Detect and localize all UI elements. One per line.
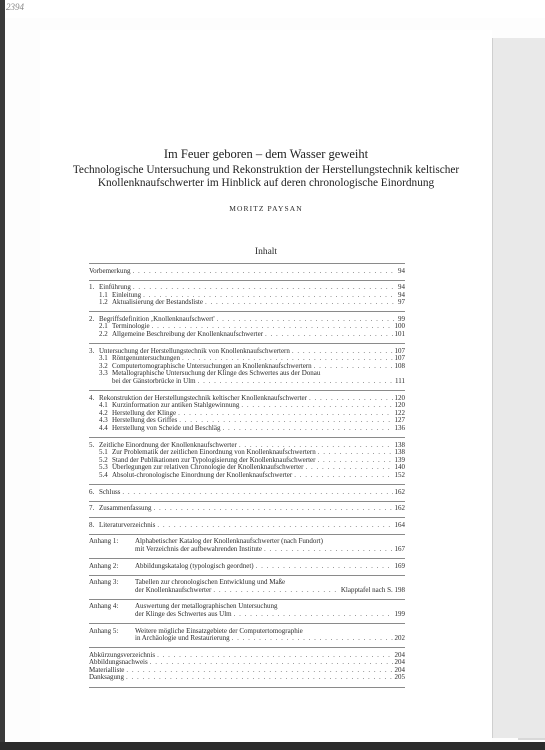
leader-dots <box>205 299 396 307</box>
toc-subsection-number: 2.2 <box>99 330 108 339</box>
toc-page-number: 204 <box>394 650 405 659</box>
toc-page-number: 120 <box>394 401 405 410</box>
toc-entry-label: Zeitliche Einordnung der Knollenknaufschwerter <box>99 440 237 449</box>
toc-entry <box>89 505 405 513</box>
leader-dots <box>217 316 396 324</box>
toc-entry-label: Abkürzungsverzeichnis <box>89 650 156 659</box>
leader-dots <box>122 489 392 497</box>
toc-page-number: 202 <box>394 634 405 643</box>
toc-entry-label: Alphabetischer Katalog der Knollenknaufschwerter (nach Fundort) <box>135 537 323 546</box>
leader-dots <box>234 611 393 619</box>
toc-entry-label: Tabellen zur chronologischen Entwicklung und Maße <box>135 578 286 587</box>
toc-entry <box>89 522 405 530</box>
toc-entry-label: Rekonstruktion der Herstellungstechnik keltischer Knollenknaufschwerter <box>99 393 307 402</box>
toc-page-number: 167 <box>394 544 405 553</box>
leader-dots <box>150 659 393 667</box>
toc-entry-label: Begriffsdefinition ‚Knollenknaufschwert' <box>99 314 215 323</box>
toc-entry-label: Absolut-chronologische Einordnung der Knollenknaufschwerter <box>112 470 293 479</box>
toc-page-number: 107 <box>394 346 405 355</box>
toc-page-number: Klapptafel nach S. 198 <box>340 585 405 594</box>
leader-dots <box>265 331 392 339</box>
toc-subsection-number: 4.1 <box>99 401 108 410</box>
toc-subsection-number: 4.3 <box>99 416 108 425</box>
toc-group-8 <box>89 518 405 535</box>
toc-page-number: 99 <box>398 314 405 323</box>
toc-entry-label: Herstellung der Klinge <box>112 408 177 417</box>
toc-page-number: 94 <box>398 290 405 299</box>
table-of-contents <box>89 263 405 688</box>
toc-entry-continuation <box>89 587 405 595</box>
toc-group-anhang-5 <box>89 624 405 648</box>
toc-subsection-number: 5.2 <box>99 455 108 464</box>
author-name: MORITZ PAYSAN <box>229 204 303 213</box>
toc-group-vorbemerkung <box>89 263 405 281</box>
toc-page-number: 120 <box>394 393 405 402</box>
toc-section-number: 4. <box>89 393 95 402</box>
toc-page-number: 94 <box>398 283 405 292</box>
toc-entry-label: Literaturverzeichnis <box>99 520 156 529</box>
toc-appendix-number: Anhang 2: <box>89 561 119 570</box>
toc-entry-label: in Archäologie und Restaurierung <box>135 634 230 643</box>
toc-entry <box>89 667 405 675</box>
leader-dots <box>198 378 393 386</box>
toc-subentry <box>89 425 405 433</box>
toc-page-number: 140 <box>394 463 405 472</box>
toc-entry-continuation <box>89 611 405 619</box>
toc-entry-label: der Knollenknaufschwerter <box>135 585 212 594</box>
scan-bottom-edge <box>0 742 545 750</box>
toc-entry-label: Computertomographische Untersuchungen an Knollenknaufschwertern <box>112 361 312 370</box>
toc-group-7 <box>89 502 405 519</box>
toc-entry <box>89 268 405 276</box>
toc-entry-continuation <box>89 635 405 643</box>
toc-entry-label: Zur Problematik der zeitlichen Einordnung von Knollenknaufschwertern <box>112 448 316 457</box>
toc-entry-label: Metallographische Untersuchung der Klinge des Schwertes aus der Donau <box>112 369 321 378</box>
toc-group-6 <box>89 485 405 502</box>
toc-section-number: 6. <box>89 487 95 496</box>
toc-entry-label: Abbildungsnachweis <box>89 658 148 667</box>
toc-entry-label: Allgemeine Beschreibung der Knollenknaufschwerter <box>112 330 264 339</box>
scan-right-edge <box>492 38 545 738</box>
article-subtitle: Technologische Untersuchung und Rekonstruktion der Herstellungstechnik keltischer Knollenknaufschwerter im Hinblick auf deren chronologische Einordnung <box>72 164 460 189</box>
leader-dots <box>314 363 393 371</box>
toc-entry-label: Kurzinformation zur antiken Stahlgewinnung <box>112 401 240 410</box>
leader-dots <box>222 425 392 433</box>
toc-entry-label: Terminologie <box>112 322 150 331</box>
toc-section-number: 7. <box>89 504 95 513</box>
toc-page-number: 199 <box>394 609 405 618</box>
toc-page-number: 139 <box>394 455 405 464</box>
scan-left-edge <box>0 0 5 750</box>
toc-group-2 <box>89 312 405 344</box>
toc-entry <box>89 674 405 682</box>
toc-group-end-matter <box>89 648 405 687</box>
toc-subsection-number: 4.4 <box>99 424 108 432</box>
toc-entry <box>89 563 405 571</box>
toc-page-number: 127 <box>394 416 405 425</box>
toc-group-4 <box>89 391 405 438</box>
toc-subsection-number: 5.1 <box>99 448 108 457</box>
toc-subentry <box>89 472 405 480</box>
article-title: Im Feuer geboren – dem Wasser geweiht <box>163 147 369 161</box>
scan-top-margin <box>0 0 545 18</box>
leader-dots <box>157 522 392 530</box>
leader-dots <box>292 348 393 356</box>
toc-page-number: 138 <box>394 448 405 457</box>
toc-subsection-number: 1.1 <box>99 290 108 299</box>
toc-appendix-number: Anhang 5: <box>89 626 119 635</box>
toc-page-number: 169 <box>394 561 405 570</box>
toc-subsection-number: 3.1 <box>99 354 108 363</box>
toc-section-number: 3. <box>89 346 95 355</box>
toc-entry-label: Zusammenfassung <box>99 504 152 513</box>
leader-dots <box>132 268 396 276</box>
leader-dots <box>264 546 393 554</box>
toc-group-3 <box>89 344 405 391</box>
toc-page-number: 100 <box>394 322 405 331</box>
toc-entry-label: Vorbemerkung <box>89 266 131 275</box>
toc-subsection-number: 3.2 <box>99 361 108 370</box>
leader-dots <box>256 563 393 571</box>
leader-dots <box>157 652 392 660</box>
leader-dots <box>133 284 396 292</box>
toc-subentry <box>89 299 405 307</box>
toc-entry <box>89 659 405 667</box>
toc-page-number: 204 <box>394 665 405 674</box>
toc-subsection-number: 1.2 <box>99 298 108 307</box>
toc-section-number: 2. <box>89 314 95 323</box>
toc-entry-label: Schluss <box>99 487 121 496</box>
toc-entry-label: Herstellung des Griffes <box>112 416 178 425</box>
toc-section-number: 8. <box>89 520 95 529</box>
toc-subsection-number: 5.4 <box>99 470 108 479</box>
toc-page-number: 204 <box>394 658 405 667</box>
toc-group-anhang-1 <box>89 535 405 559</box>
toc-subentry-continuation <box>89 378 405 386</box>
toc-entry-label: bei der Gänstorbrücke in Ulm <box>112 377 196 386</box>
leader-dots <box>305 464 392 472</box>
toc-page-number: 164 <box>394 520 405 529</box>
toc-subsection-number: 5.3 <box>99 463 108 472</box>
toc-group-anhang-3 <box>89 576 405 600</box>
leader-dots <box>232 635 393 643</box>
toc-entry-continuation <box>89 546 405 554</box>
toc-entry-label: Überlegungen zur relativen Chronologie der Knollenknaufschwerter <box>112 463 304 472</box>
toc-page-number: 138 <box>394 440 405 449</box>
toc-page-number: 122 <box>394 408 405 417</box>
leader-dots <box>294 472 392 480</box>
toc-entry-label: Untersuchung der Herstellungstechnik von Knollenknaufschwertern <box>99 346 290 355</box>
toc-appendix-number: Anhang 3: <box>89 578 119 587</box>
toc-entry-label: Weitere mögliche Einsatzgebiete der Computertomographie <box>135 626 303 635</box>
leader-dots <box>126 674 393 682</box>
toc-entry-label: Einleitung <box>112 290 142 299</box>
toc-subsection-number: 4.2 <box>99 408 108 417</box>
leader-dots <box>241 402 392 410</box>
toc-entry-label: Materialliste <box>89 665 125 674</box>
leader-dots <box>318 457 393 465</box>
toc-entry-label: Herstellung von Scheide und Beschläg <box>112 424 221 432</box>
toc-page-number: 152 <box>394 470 405 479</box>
toc-entry-label: Röntgenuntersuchungen <box>112 354 181 363</box>
toc-entry-label: der Klinge des Schwertes aus Ulm <box>135 609 232 618</box>
toc-heading: Inhalt <box>254 247 278 257</box>
toc-entry-label: Stand der Publikationen zur Typologisierung der Knollenknaufschwerter <box>112 455 316 464</box>
toc-entry-label: Danksagung <box>89 673 124 682</box>
toc-page-number: 111 <box>395 377 405 386</box>
toc-subentry <box>89 331 405 339</box>
toc-entry-label: mit Verzeichnis der aufbewahrenden Institute <box>135 544 262 553</box>
toc-entry-label: Einführung <box>99 283 131 292</box>
toc-page-number: 97 <box>398 298 405 307</box>
toc-entry-label: Auswertung der metallographischen Untersuchung <box>135 602 278 611</box>
toc-page-number: 136 <box>394 424 405 432</box>
leader-dots <box>213 587 338 595</box>
toc-entry <box>89 489 405 497</box>
toc-group-1 <box>89 281 405 313</box>
toc-page-number: 162 <box>394 504 405 513</box>
leader-dots <box>178 410 392 418</box>
toc-entry-label: Abbildungskatalog (typologisch geordnet) <box>135 561 254 570</box>
leader-dots <box>154 505 393 513</box>
leader-dots <box>126 667 392 675</box>
toc-appendix-number: Anhang 1: <box>89 537 119 546</box>
toc-subsection-number: 3.3 <box>99 369 108 378</box>
toc-appendix-number: Anhang 4: <box>89 602 119 611</box>
scan-pencil-mark: 2394 <box>6 2 24 12</box>
toc-subsection-number: 2.1 <box>99 322 108 331</box>
toc-page-number: 107 <box>394 354 405 363</box>
toc-page-number: 94 <box>398 266 405 275</box>
toc-page-number: 162 <box>394 487 405 496</box>
toc-section-number: 5. <box>89 440 95 449</box>
toc-page-number: 205 <box>394 673 405 682</box>
toc-page-number: 108 <box>394 361 405 370</box>
toc-section-number: 1. <box>89 283 95 292</box>
toc-entry-label: Aktualisierung der Bestandsliste <box>112 298 203 307</box>
leader-dots <box>318 449 393 457</box>
toc-group-5 <box>89 438 405 485</box>
toc-group-anhang-2 <box>89 559 405 576</box>
toc-group-anhang-4 <box>89 600 405 624</box>
leader-dots <box>309 395 393 403</box>
toc-page-number: 101 <box>394 330 405 339</box>
